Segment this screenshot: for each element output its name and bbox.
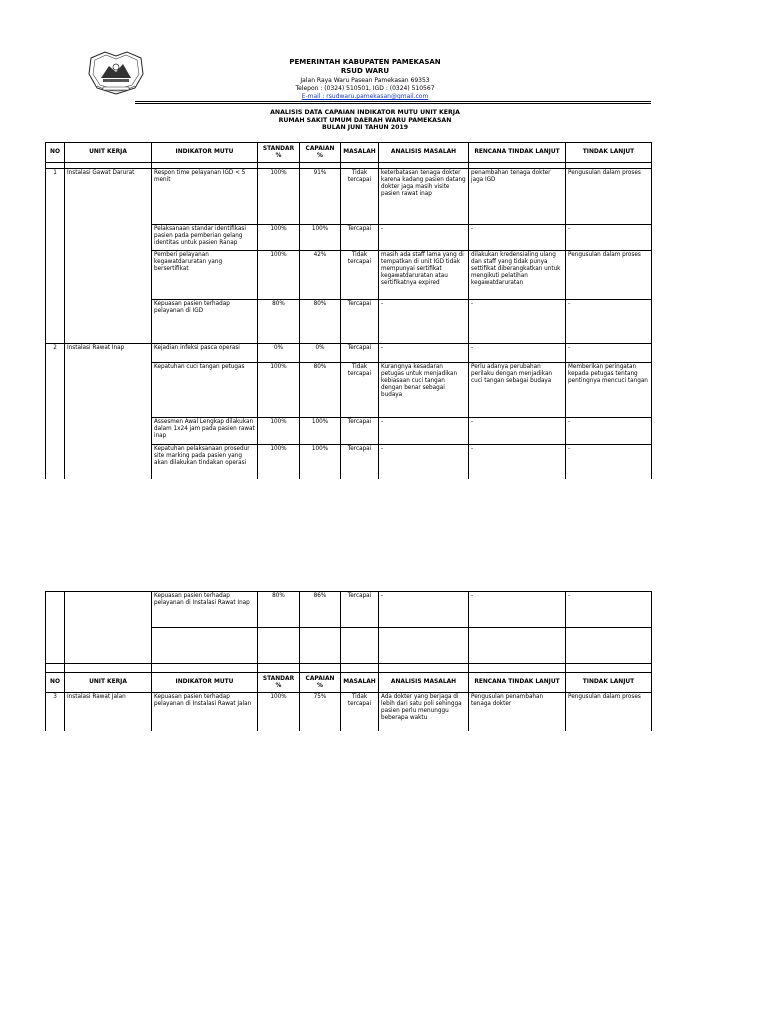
indicator-table-continued xyxy=(45,591,652,731)
spacer-row xyxy=(46,664,652,673)
column-header: CAPAIAN % xyxy=(300,673,341,693)
empty-cell xyxy=(46,225,65,251)
table-cell: Pengusulan dalam proses xyxy=(566,693,652,731)
table-cell: 80% xyxy=(258,300,300,344)
table-cell: Ada dokter yang berjaga di lebih dari satu poli sehingga pasien perlu menunggu beberapa waktu xyxy=(379,693,469,731)
empty-cell xyxy=(46,251,65,300)
empty-cell xyxy=(258,628,300,664)
table-row xyxy=(46,169,652,225)
table-cell: - xyxy=(379,344,469,363)
table-cell: masih ada staff lama yang di tempatkan di unit IGD tidak mempunyai sertifikat kegawatdaruratan atau sertifikatnya expired xyxy=(379,251,469,300)
table-cell: Pengusulan dalam proses xyxy=(566,251,652,300)
empty-cell xyxy=(566,664,652,673)
empty-cell xyxy=(258,664,300,673)
col-unit: UNIT KERJA xyxy=(65,143,152,163)
table-cell: 3 xyxy=(46,693,65,731)
address: Jalan Raya Waru Pasean Pamekasan 69353 xyxy=(300,77,430,84)
table-cell: Kurangnya kesadaran petugas untuk menjadikan kebiasaan cuci tangan dengan benar sebagai budaya xyxy=(379,363,469,418)
letterhead xyxy=(220,58,510,101)
letterhead-rule-1 xyxy=(135,101,651,102)
empty-cell xyxy=(65,300,152,344)
table-row xyxy=(46,344,652,363)
empty-cell xyxy=(379,664,469,673)
table-row xyxy=(46,693,652,731)
empty-cell xyxy=(152,664,258,673)
table-cell: Kepatuhan cuci tangan petugas xyxy=(152,363,258,418)
col-tindak: TINDAK LANJUT xyxy=(566,143,652,163)
empty-cell xyxy=(152,628,258,664)
table-cell: 100% xyxy=(258,693,300,731)
table-cell: - xyxy=(469,592,566,628)
empty-cell xyxy=(65,592,152,628)
table-row xyxy=(46,592,652,628)
table-cell: 80% xyxy=(258,592,300,628)
table-cell: Tercapai xyxy=(341,300,379,344)
column-header: TINDAK LANJUT xyxy=(566,673,652,693)
table-cell: - xyxy=(379,592,469,628)
empty-cell xyxy=(341,664,379,673)
empty-cell xyxy=(46,418,65,445)
table-cell: Tercapai xyxy=(341,344,379,363)
table-cell: penambahan tenaga dokter jaga IGD xyxy=(469,169,566,225)
table-row xyxy=(46,418,652,445)
empty-cell xyxy=(65,664,152,673)
column-header: NO xyxy=(46,673,65,693)
table-cell: Respon time pelayanan IGD < 5 menit xyxy=(152,169,258,225)
empty-cell xyxy=(46,300,65,344)
table-row xyxy=(46,300,652,344)
col-indikator: INDIKATOR MUTU xyxy=(152,143,258,163)
empty-cell xyxy=(379,628,469,664)
table-cell: Memberikan peringatan kepada petugas tentang pentingnya mencuci tangan xyxy=(566,363,652,418)
col-rencana: RENCANA TINDAK LANJUT xyxy=(469,143,566,163)
table-cell: 80% xyxy=(300,363,341,418)
table-cell: 100% xyxy=(300,445,341,479)
table-cell: 100% xyxy=(300,225,341,251)
column-header: STANDAR % xyxy=(258,673,300,693)
table-cell: 100% xyxy=(258,445,300,479)
table-cell: - xyxy=(469,445,566,479)
table-cell: - xyxy=(566,592,652,628)
table-cell: Instalasi Gawat Darurat xyxy=(65,169,152,225)
empty-cell xyxy=(469,664,566,673)
indicator-table xyxy=(45,142,652,479)
table-cell: Tidak tercapai xyxy=(341,363,379,418)
empty-cell xyxy=(46,628,65,664)
table-cell: Tercapai xyxy=(341,225,379,251)
empty-cell xyxy=(341,628,379,664)
table-cell: 91% xyxy=(300,169,341,225)
table-cell: 42% xyxy=(300,251,341,300)
table-cell: 100% xyxy=(258,225,300,251)
table-cell: - xyxy=(566,300,652,344)
report-title xyxy=(200,109,530,132)
table-header-row xyxy=(46,143,652,163)
letterhead-rule-2 xyxy=(135,103,651,104)
table-cell: Instalasi Rawat Inap xyxy=(65,344,152,363)
table-cell: Tidak tercapai xyxy=(341,693,379,731)
table-cell: - xyxy=(379,445,469,479)
empty-cell xyxy=(65,418,152,445)
empty-row xyxy=(46,628,652,664)
table-cell: Kepuasan pasien terhadap pelayanan di Instalasi Rawat Inap xyxy=(152,592,258,628)
title-line-2: RUMAH SAKIT UMUM DAERAH WARU PAMEKASAN xyxy=(278,116,452,124)
col-standar: STANDAR % xyxy=(258,143,300,163)
empty-cell xyxy=(46,445,65,479)
table-cell: Tercapai xyxy=(341,592,379,628)
table-cell: 0% xyxy=(258,344,300,363)
table-cell: 86% xyxy=(300,592,341,628)
table-cell: 100% xyxy=(258,363,300,418)
table-cell: - xyxy=(379,225,469,251)
empty-cell xyxy=(65,445,152,479)
table-cell: Pengusulan penambahan tenaga dokter xyxy=(469,693,566,731)
table-cell: Kepuasan pasien terhadap pelayanan di IGD xyxy=(152,300,258,344)
table-cell: Kepatuhan pelaksanaan prosedur site marking pada pasien yang akan dilakukan tindakan operasi xyxy=(152,445,258,479)
table-cell: Kejadian infeksi pasca operasi xyxy=(152,344,258,363)
table-cell: 100% xyxy=(258,418,300,445)
table-cell: 100% xyxy=(258,251,300,300)
table-cell: Tercapai xyxy=(341,445,379,479)
table-cell: - xyxy=(566,445,652,479)
table-cell: 80% xyxy=(300,300,341,344)
table-cell: - xyxy=(469,418,566,445)
table-cell: 75% xyxy=(300,693,341,731)
table-cell: Assesmen Awal Lengkap dilakukan dalam 1x24 jam pada pasien rawat inap xyxy=(152,418,258,445)
table-cell: - xyxy=(566,225,652,251)
hospital-name: RSUD WARU xyxy=(340,67,390,75)
title-line-1: ANALISIS DATA CAPAIAN INDIKATOR MUTU UNIT KERJA xyxy=(270,109,460,116)
col-masalah: MASALAH xyxy=(341,143,379,163)
pemkab-logo xyxy=(83,48,149,96)
col-no: NO xyxy=(46,143,65,163)
table-cell: 1 xyxy=(46,169,65,225)
table-row xyxy=(46,225,652,251)
column-header: MASALAH xyxy=(341,673,379,693)
table-cell: keterbatasan tenaga dokter karena kadang pasien datang dokter jaga masih visite pasien rawat inap xyxy=(379,169,469,225)
empty-cell xyxy=(566,628,652,664)
empty-cell xyxy=(46,363,65,418)
phone: Telepon : (0324) 510501, IGD : (0324) 510567 xyxy=(295,85,435,92)
empty-cell xyxy=(300,664,341,673)
table-cell: dilakukan kredensialing ulang dan staff yang tidak punya settifikat diberangkatkan untuk mengikuti pelatihan kegawatdaruratan xyxy=(469,251,566,300)
table-header-row xyxy=(46,673,652,693)
table-cell: - xyxy=(566,344,652,363)
empty-cell xyxy=(46,664,65,673)
empty-cell xyxy=(65,251,152,300)
column-header: RENCANA TINDAK LANJUT xyxy=(469,673,566,693)
table-cell: 100% xyxy=(258,169,300,225)
table-cell: Kepuasan pasien terhadap pelayanan di Instalasi Rawat Jalan xyxy=(152,693,258,731)
email-link[interactable]: E-mail : rsudwaru.pamekasan@gmail.com xyxy=(301,93,429,100)
col-capaian: CAPAIAN % xyxy=(300,143,341,163)
empty-cell xyxy=(65,363,152,418)
table-cell: 2 xyxy=(46,344,65,363)
column-header: INDIKATOR MUTU xyxy=(152,673,258,693)
table-row xyxy=(46,251,652,300)
table-cell: Tidak tercapai xyxy=(341,169,379,225)
title-line-3: BULAN JUNI TAHUN 2019 xyxy=(321,124,409,132)
column-header: ANALISIS MASALAH xyxy=(379,673,469,693)
table-cell: - xyxy=(566,418,652,445)
table-row xyxy=(46,445,652,479)
table-cell: Perlu adanya perubahan perilaku dengan menjadikan cuci tangan sebagai budaya xyxy=(469,363,566,418)
empty-cell xyxy=(65,225,152,251)
table-cell: - xyxy=(379,300,469,344)
table-cell: Pengusulan dalam proses xyxy=(566,169,652,225)
col-analisis: ANALISIS MASALAH xyxy=(379,143,469,163)
table-cell: 100% xyxy=(300,418,341,445)
table-cell: - xyxy=(469,300,566,344)
empty-cell xyxy=(300,628,341,664)
gov-name: PEMERINTAH KABUPATEN PAMEKASAN xyxy=(289,58,441,66)
empty-cell xyxy=(65,628,152,664)
table-cell: Tidak tercapai xyxy=(341,251,379,300)
table-cell: - xyxy=(469,344,566,363)
table-cell: Pemberi pelayanan kegawatdaruratan yang bersertifikat xyxy=(152,251,258,300)
table-row xyxy=(46,363,652,418)
table-cell: - xyxy=(379,418,469,445)
table-cell: Instalasi Rawat Jalan xyxy=(65,693,152,731)
table-cell: 0% xyxy=(300,344,341,363)
table-cell: Tercapai xyxy=(341,418,379,445)
empty-cell xyxy=(46,592,65,628)
column-header: UNIT KERJA xyxy=(65,673,152,693)
table-cell: - xyxy=(469,225,566,251)
empty-cell xyxy=(469,628,566,664)
table-cell: Pelaksanaan standar identifikasi pasien pada pemberian gelang identitas untuk pasien Ranap xyxy=(152,225,258,251)
